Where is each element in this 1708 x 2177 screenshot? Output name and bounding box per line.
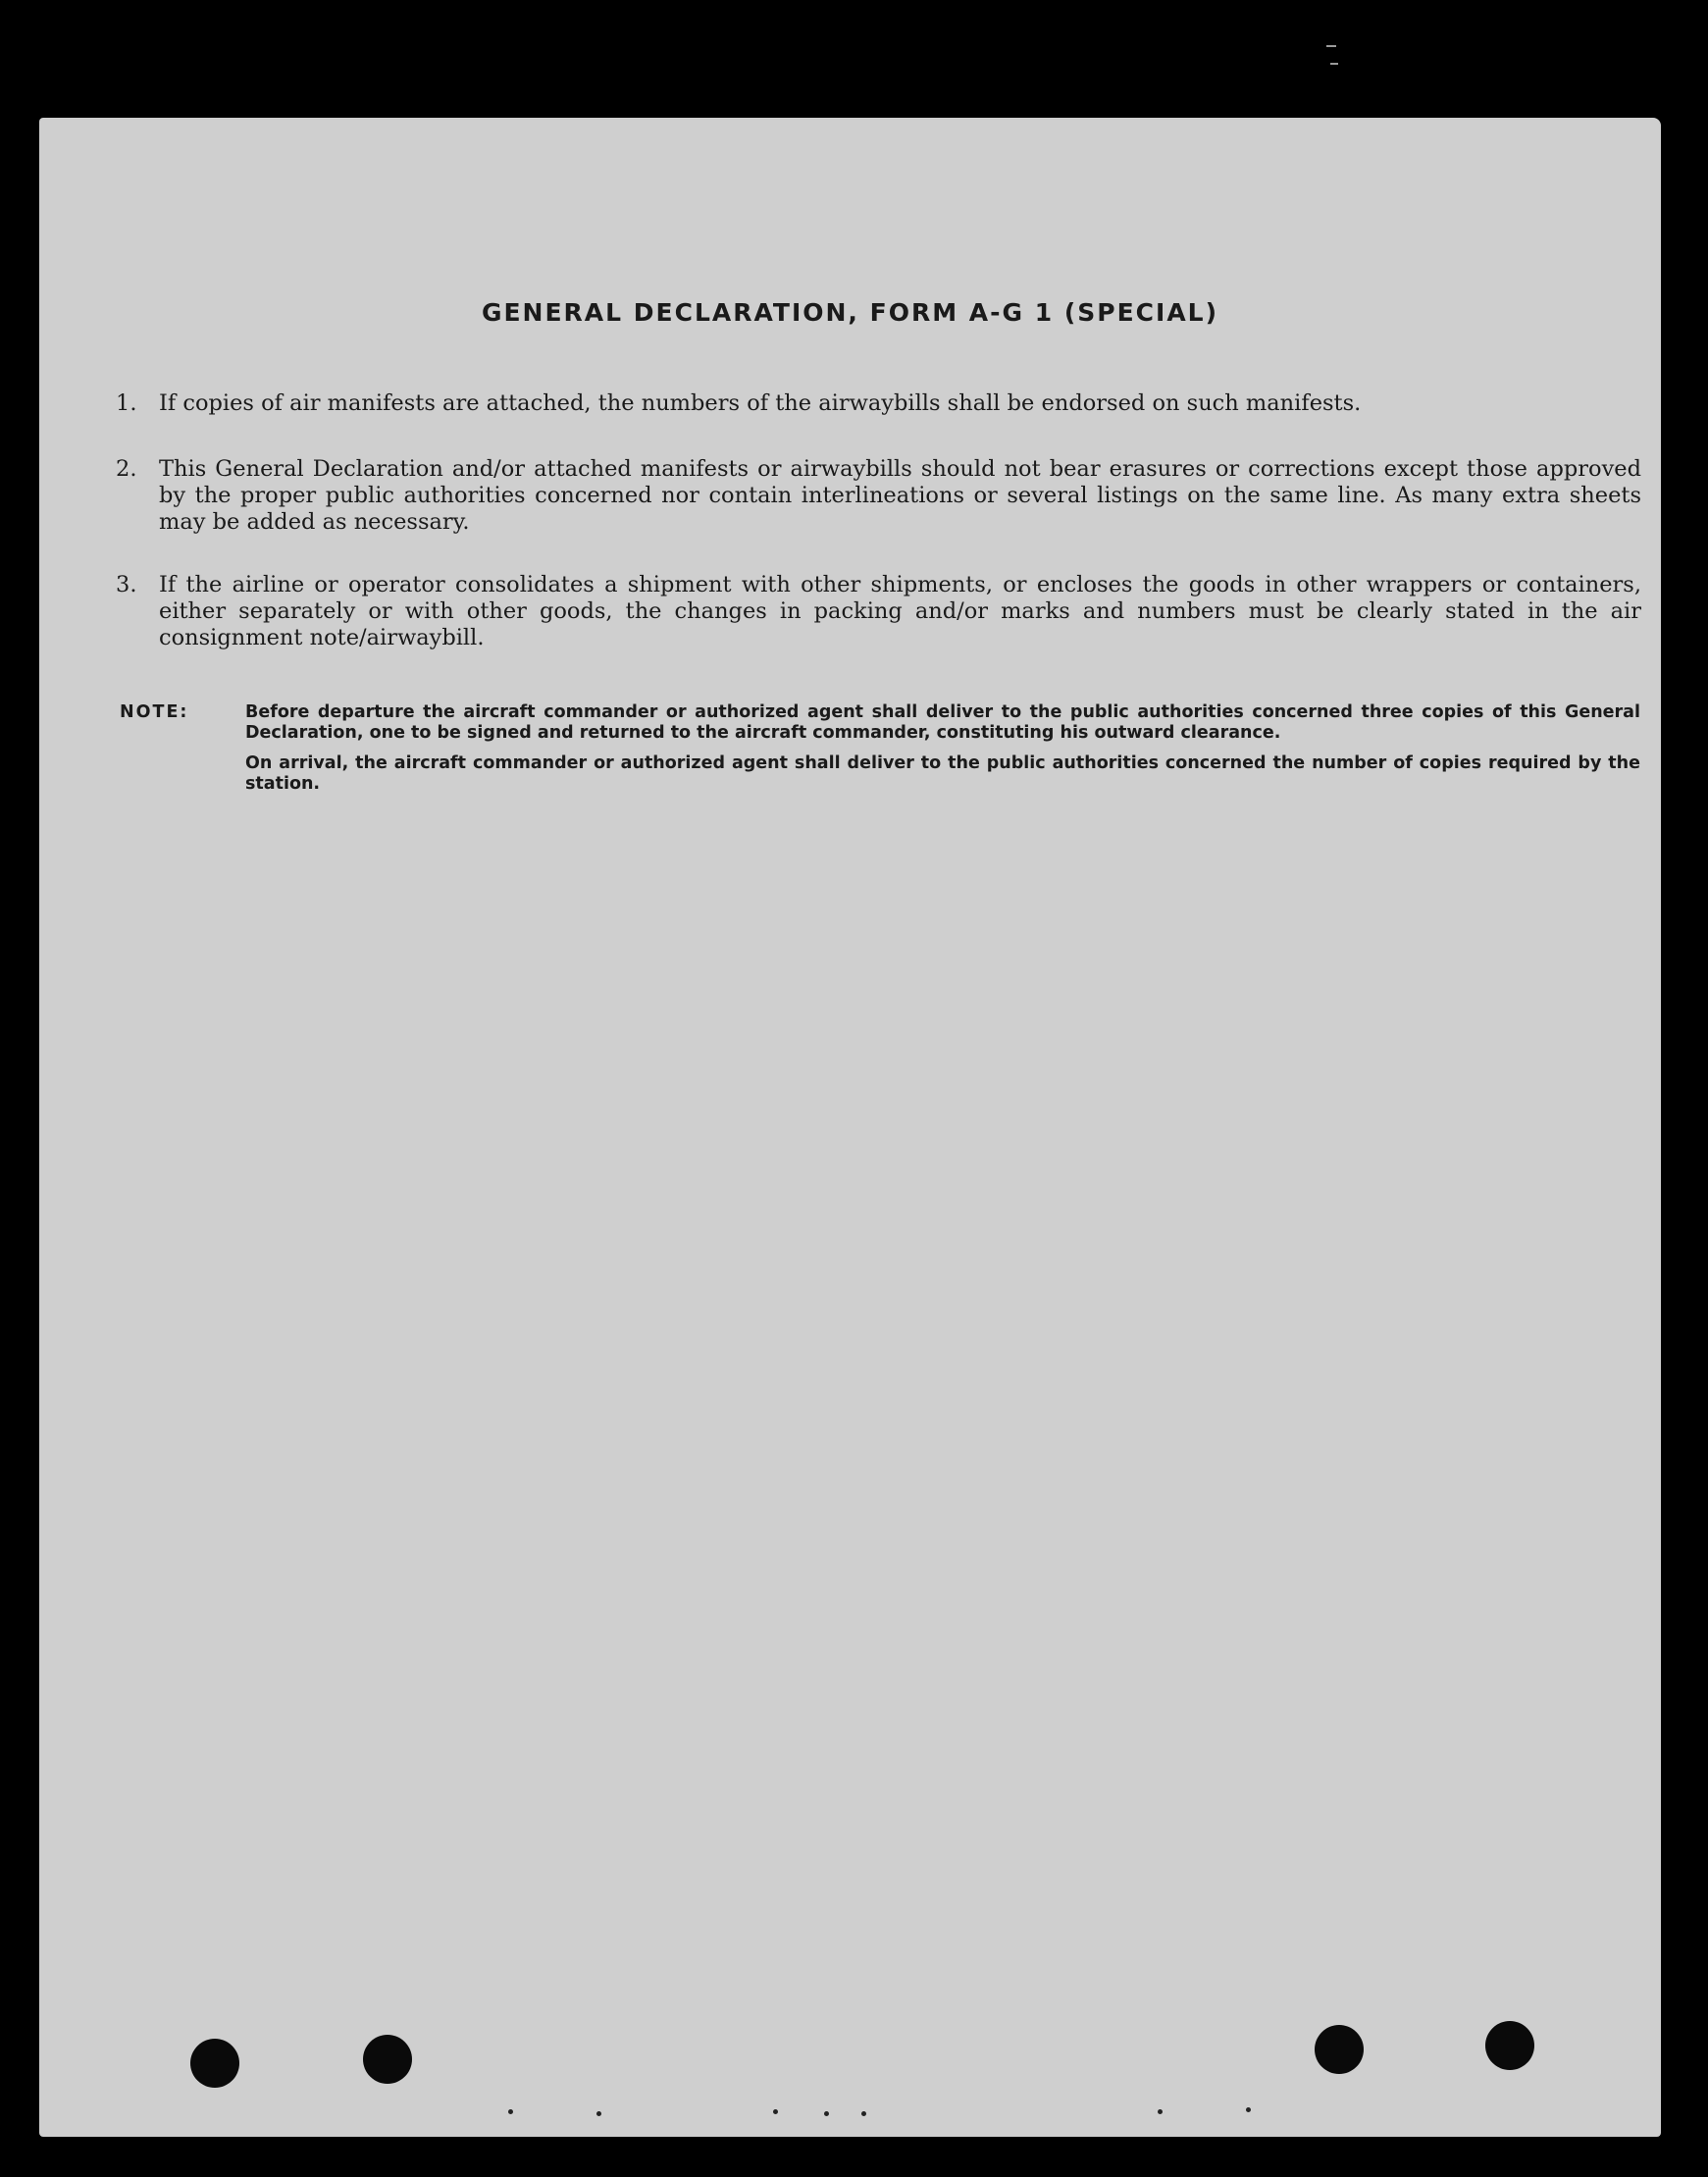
speck (596, 2111, 601, 2116)
item-number: 2. (116, 456, 137, 482)
speck (861, 2111, 866, 2116)
punch-hole (1315, 2025, 1364, 2074)
list-item (116, 456, 1641, 536)
item-text: This General Declaration and/or attached manifests or airwaybills should not bear erasures or corrections except those approved by the proper public authorities concerned nor contain interlineations or several listings on the same line. As many extra sheets may be added as necessary. (159, 456, 1641, 535)
speck (508, 2109, 513, 2114)
document-page (39, 118, 1661, 2137)
punch-hole (190, 2039, 239, 2088)
note-paragraph-departure: Before departure the aircraft commander or authorized agent shall deliver to the public authorities concerned three copies of this General Declaration, one to be signed and returned to the aircraft commander, constituting his outward clearance. (245, 702, 1640, 743)
list-item (116, 390, 1641, 417)
speck (773, 2109, 778, 2114)
punch-hole (363, 2035, 412, 2084)
item-text: If copies of air manifests are attached, the numbers of the airwaybills shall be endorsed on such manifests. (159, 390, 1362, 416)
item-number: 1. (116, 390, 137, 416)
speck (1246, 2107, 1251, 2112)
punch-hole (1485, 2021, 1534, 2070)
speck (1158, 2109, 1163, 2114)
item-text: If the airline or operator consolidates a shipment with other shipments, or encloses the goods in other wrappers or containers, either separately or with other goods, the changes in packing and/or marks and numbers must be clearly stated in the air consignment note/airwaybill. (159, 572, 1641, 650)
note-paragraph-arrival: On arrival, the aircraft commander or authorized agent shall deliver to the public authorities concerned the number of copies required by the station. (245, 753, 1640, 794)
list-item (116, 572, 1641, 651)
note-label: NOTE: (120, 702, 189, 722)
document-title: GENERAL DECLARATION, FORM A-G 1 (SPECIAL) (481, 298, 1219, 327)
item-number: 3. (116, 572, 137, 597)
scan-mark (1330, 63, 1338, 65)
note-block (120, 702, 1640, 795)
scan-mark (1326, 45, 1336, 47)
speck (824, 2111, 829, 2116)
